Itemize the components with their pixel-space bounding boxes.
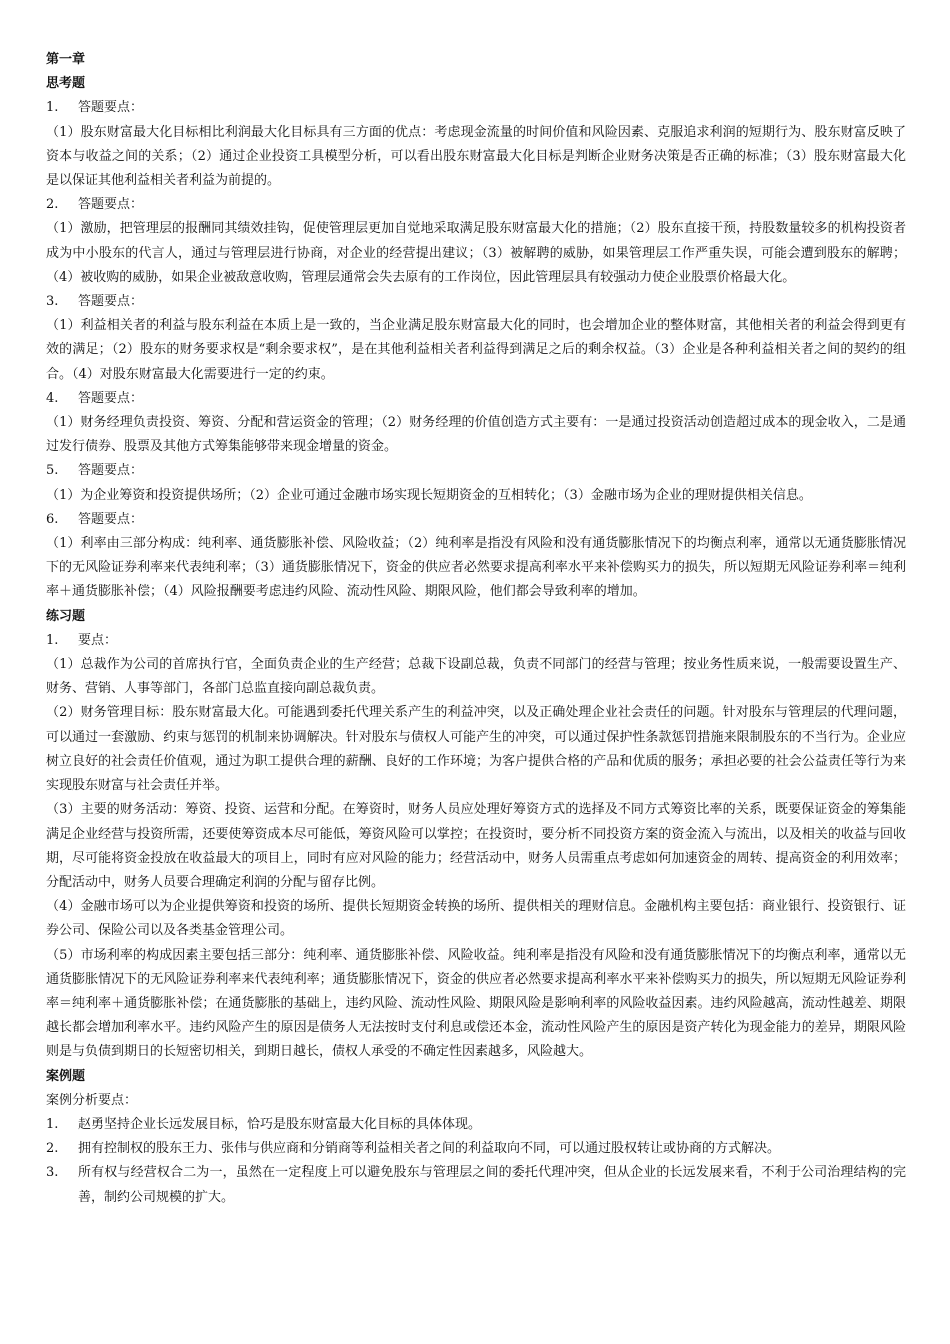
question-number: 5. [46,463,59,479]
exercise-paragraph-3: （3）主要的财务活动：筹资、投资、运营和分配。在筹资时，财务人员应处理好筹资方式的选择及不同方式筹资比率的关系，既要保证资金的筹集能满足企业经营与投资所需，还要使筹资成本尽可能低，筹资风险可以掌控；在投资时，要分析不同投资方案的资金流入与流出，以及相关的收益与回收期，尽可能将资金投放在收益最大的项目上，同时有应对风险的能力；经营活动中，财务人员需重点考虑如何加速资金的周转、提高资金的利用效率；分配活动中，财务人员要合理确定利润的分配与留存比例。 [46,802,906,890]
exercise-paragraph-4: （4）金融市场可以为企业提供筹资和投资的场所、提供长短期资金转换的场所、提供相关的理财信息。金融机构主要包括：商业银行、投资银行、证券公司、保险公司以及各类基金管理公司。 [46,899,906,939]
question-number: 3. [46,294,59,310]
question-label: 答题要点： [78,463,144,479]
question-label: 答题要点： [78,100,144,116]
case-item-number: 2. [46,1141,59,1157]
case-item-3 [46,1161,906,1209]
answer-paragraph: （1）为企业筹资和投资提供场所；（2）企业可通过金融市场实现长短期资金的互相转化；（3）金融市场为企业的理财提供相关信息。 [46,487,812,503]
answer-paragraph: （1）利益相关者的利益与股东利益在本质上是一致的，当企业满足股东财富最大化的同时，也会增加企业的整体财富，其他相关者的利益会得到更有效的满足；（2）股东的财务要求权是“剩余要求权”，是在其他利益相关者利益得到满足之后的剩余权益。（3）企业是各种利益相关者之间的契约的组合。（4）对股东财富最大化需要进行一定的约束。 [46,318,906,382]
question-2 [46,193,906,290]
question-5 [46,459,906,507]
case-item-2 [46,1137,906,1161]
case-item-text: 赵勇坚持企业长远发展目标，恰巧是股东财富最大化目标的具体体现。 [78,1116,482,1132]
section-heading-exercise: 练习题 [46,608,86,624]
answer-paragraph: （1）股东财富最大化目标相比利润最大化目标具有三方面的优点：考虑现金流量的时间价值和风险因素、克服追求利润的短期行为、股东财富反映了资本与收益之间的关系；（2）通过企业投资工具模型分析，可以看出股东财富最大化目标是判断企业财务决策是否正确的标准；（3）股东财富最大化是以保证其他利益相关者利益为前提的。 [46,124,906,189]
question-number: 6. [46,511,59,527]
exercise-1 [46,629,906,1065]
answer-paragraph: （1）激励，把管理层的报酬同其绩效挂钩，促使管理层更加自觉地采取满足股东财富最大化的措施；（2）股东直接干预，持股数量较多的机构投资者成为中小股东的代言人，通过与管理层进行协商，对企业的经营提出建议；（3）被解聘的威胁，如果管理层工作严重失误，可能会遭到股东的解聘；（4）被收购的威胁，如果企业被敌意收购，管理层通常会失去原有的工作岗位，因此管理层具有较强动力使企业股票价格最大化。 [46,221,906,285]
question-number: 2. [46,197,59,213]
exercise-paragraph-2: （2）财务管理目标：股东财富最大化。可能遇到委托代理关系产生的利益冲突，以及正确处理企业社会责任的问题。针对股东与管理层的代理问题，可以通过一套激励、约束与惩罚的机制来协调解决。针对股东与债权人可能产生的冲突，可以通过保护性条款惩罚措施来限制股东的不当行为。企业应树立良好的社会责任价值观，通过为职工提供合理的薪酬、良好的工作环境；为客户提供合格的产品和优质的服务；承担必要的社会公益责任等行为来实现股东财富与社会责任并举。 [46,705,906,794]
case-item-number: 1. [46,1116,59,1132]
question-6 [46,508,906,605]
section-heading-case: 案例题 [46,1068,86,1084]
exercise-number: 1. [46,632,59,648]
case-item-text: 拥有控制权的股东王力、张伟与供应商和分销商等利益相关者之间的利益取向不同，可以通过股权转让或协商的方式解决。 [78,1141,781,1157]
question-number: 4. [46,390,59,406]
question-label: 答题要点： [78,390,144,406]
question-4 [46,387,906,460]
exercise-paragraph-1: （1）总裁作为公司的首席执行官，全面负责企业的生产经营；总裁下设副总裁，负责不同部门的经营与管理；按业务性质来说，一般需要设置生产、财务、营销、人事等部门，各部门总监直接向副总裁负责。 [46,657,906,697]
case-item-text: 所有权与经营权合二为一，虽然在一定程度上可以避免股东与管理层之间的委托代理冲突，但从企业的长远发展来看，不利于公司治理结构的完善，制约公司规模的扩大。 [78,1165,906,1205]
question-3 [46,290,906,387]
case-intro: 案例分析要点： [46,1092,138,1108]
exercise-label: 要点： [78,632,118,648]
answer-paragraph: （1）财务经理负责投资、筹资、分配和营运资金的管理；（2）财务经理的价值创造方式主要有：一是通过投资活动创造超过成本的现金收入，二是通过发行债券、股票及其他方式筹集能够带来现金增量的资金。 [46,415,906,455]
case-item-1 [46,1113,906,1137]
question-label: 答题要点： [78,511,144,527]
answer-paragraph: （1）利率由三部分构成：纯利率、通货膨胀补偿、风险收益；（2）纯利率是指没有风险和没有通货膨胀情况下的均衡点利率，通常以无通货膨胀情况下的无风险证券利率来代表纯利率；（3）通货膨胀情况下，资金的供应者必然要求提高利率水平来补偿购买力的损失，所以短期无风险证券利率＝纯利率＋通货膨胀补偿；（4）风险报酬要考虑违约风险、流动性风险、期限风险，他们都会导致利率的增加。 [46,536,906,600]
question-label: 答题要点： [78,197,144,213]
question-number: 1. [46,100,59,116]
question-1 [46,96,906,193]
chapter-title: 第一章 [46,52,86,67]
exercise-paragraph-5: （5）市场利率的构成因素主要包括三部分：纯利率、通货膨胀补偿、风险收益。纯利率是指没有风险和没有通货膨胀情况下的均衡点利率，通常以无通货膨胀情况下的无风险证券利率来代表纯利率；通货膨胀情况下，资金的供应者必然要求提高利率水平来补偿购买力的损失，所以短期无风险证券利率＝纯利率＋通货膨胀补偿；在通货膨胀的基础上，违约风险、流动性风险、期限风险是影响利率的风险收益因素。违约风险越高，流动性越差、期限越长都会增加利率水平。违约风险产生的原因是债务人无法按时支付利息或偿还本金，流动性风险产生的原因是资产转化为现金能力的差异，期限风险则是与负债到期日的长短密切相关，到期日越长，债权人承受的不确定性因素越多，风险越大。 [46,947,906,1060]
section-heading-thinking: 思考题 [46,76,86,92]
question-label: 答题要点： [78,294,144,310]
case-item-number: 3. [46,1165,59,1181]
